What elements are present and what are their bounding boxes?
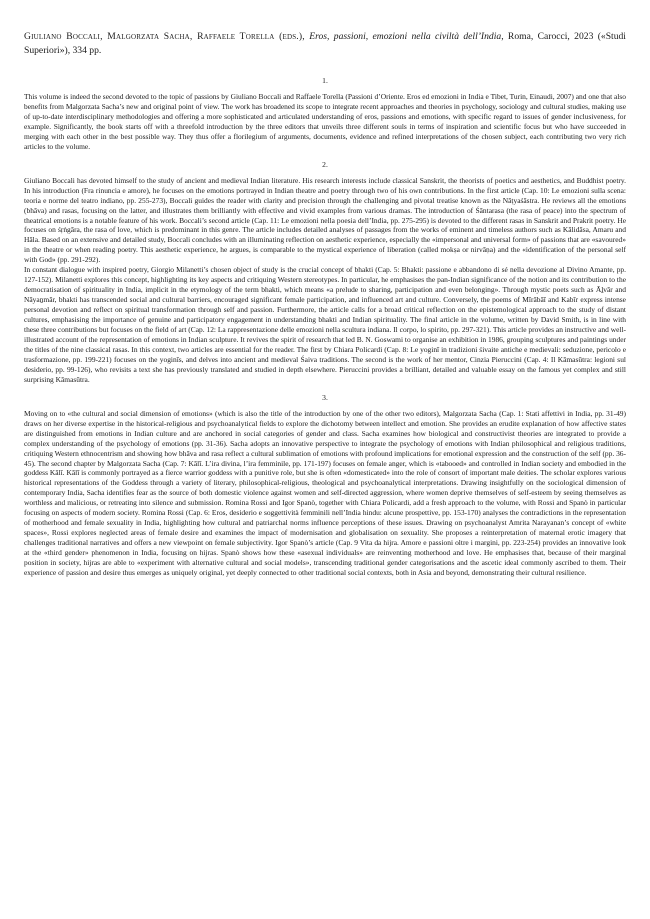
section-1 bbox=[24, 76, 626, 152]
section-2 bbox=[24, 160, 626, 385]
review-page bbox=[24, 30, 626, 586]
citation-publication: , Roma, Carocci, 2023 («Studi Superiori»), 334 pp. bbox=[24, 31, 626, 56]
citation-title: Eros, passioni, emozioni nella civiltà dell’India bbox=[309, 31, 502, 42]
paragraph: In constant dialogue with inspired poetry, Giorgio Milanetti’s chosen object of study is the crucial concept of bhakti (Cap. 5: Bhakti: passione e abbandono di sé nella devozione al Divino Amante, pp. 127-152). Milanetti explores this concept, highlighting its key aspects and critiquing Western stereotypes. In particular, he emphasises the pan-Indian significance of the notion and its contribution to the democratisation of spirituality in India, implicit in the etymology of the term bhakti, which means «a prelude to sharing, participation and even belonging». Through mystic poets such as Āḻvār and Nāyaṉmār, bhakti has transcended social and cultural barriers, encouraged significant female participation, and influenced art and culture. Conversely, the poems of Mīrābāī and Kabīr express intense personal devotion and reflect on spiritual transformation through self and passion. Furthermore, the article calls for a broad critical reflection on the epistemological approach to the study of distant cultures, emphasising the importance of genuine and participatory engagement in understanding bhakti and Indian spirituality. The final article in the volume, written by David Smith, is in line with these three contributions but focuses on the field of art (Cap. 12: La rappresentazione delle emozioni nella scultura indiana. Il corpo, lo spirito, pp. 297-321). This article provides an instructive and well-illustrated account of the representation of emotions in Indian sculpture. It revives the spirit of research that led B. N. Goswami to organise an exhibition in 1986, grouping sculptures and paintings under the titles of the nine classical rasas. In this context, two articles are essential for the reader. The first by Chiara Policardi (Cap. 8: Le yoginī in tradizioni śivaite antiche e medievali: seduzione, pericolo e trasformazione, pp. 199-221) focuses on the yoginīs, and delves into ancient and medieval Śaiva traditions. The second is the work of her mentor, Cinzia Pieruccini (Cap. 4: Il Kāmasūtra: legioni sul desiderio, pp. 99-126), who revisits a text she has previously translated and studied in depth elsewhere. Pieruccini provides a brilliant, detailed and valuable essay on the famous yet complex and still surprising Kāmasūtra. bbox=[24, 265, 626, 384]
citation-authors: Giuliano Boccali, Malgorzata Sacha, Raffaele Torella (eds.), bbox=[24, 31, 305, 42]
book-citation bbox=[24, 30, 626, 58]
section-3 bbox=[24, 393, 626, 578]
paragraph: Giuliano Boccali has devoted himself to the study of ancient and medieval Indian literature. His research interests include classical Sanskrit, the theorists of poetics and aesthetics, and Buddhist poetry. In his introduction (Fra rinuncia e amore), he focuses on the emotions portrayed in Indian theatre and poetry through two of his own contributions. In the first article (Cap. 10: Le emozioni sulla scena: teoria e norme del teatro indiano, pp. 255-273), Boccali guides the reader with clarity and precision through the challenging and pivotal treatise known as the Nāṭyaśāstra. He reviews all the emotions (bhāva) and rasas, focusing on the latter, and illustrates them brilliantly with effective and vivid examples from various dramas. The introduction of Śāntarasa (the rasa of peace) into the spectrum of theatrical emotions is a notable feature of his work. Boccali’s second article (Cap. 11: Le emozioni nella poesia dell’India, pp. 275-295) is devoted to the different rasas in Sanskrit and Prakrit poetry. He focuses on śṛṅgāra, the rasa of love, which is predominant in this genre. The article includes detailed analyses of passages from the works of eminent and timeless authors such as Kālidāsa, Amaru and Hāla. Based on an extensive and detailed study, Boccali concludes with an illuminating reflection on aesthetic experience, especially the «impersonal and universal form» of passions that are «savoured» in the theatre or when reading poetry. This aesthetic experience, he argues, is comparable to the mystical experience of liberation (called mokṣa or nirvāṇa) and the «identification of the personal self with God» (pp. 291-292). bbox=[24, 175, 626, 265]
paragraph: This volume is indeed the second devoted to the topic of passions by Giuliano Boccali and Raffaele Torella (Passioni d’Oriente. Eros ed emozioni in India e Tibet, Turin, Einaudi, 2007) and one that also benefits from Malgorzata Sacha’s new and original point of view. The work has broadened its scope to integrate recent approaches and theories in psychology, sociology and cultural studies, making use of up-to-date interdisciplinary methodologies and offering a more sophisticated and articulated understanding of eros, passions and emotions, with specific regard to issues of gender inclusiveness, for example. Significantly, the book starts off with a threefold introduction by the three editors that unveils three different souls in terms of inspiration and scientific focus but who have succeeded in merging with each other in the best possible way. They thus offer a florilegium of arguments, documents, evidence and refined interpretations of the chosen subject, each contributing two very rich articles to the volume. bbox=[24, 92, 626, 151]
paragraph: Moving on to «the cultural and social dimension of emotions» (which is also the title of the introduction by one of the other two editors), Malgorzata Sacha (Cap. 1: Stati affettivi in India, pp. 31-49) draws on her diverse expertise in the historical-religious and psychoanalytical fields to explore the dichotomy between intellect and emotion. She provides an erudite explanation of how affective states are distinguished from emotions in Indian culture and are anchored in social categories of gender and class. Sacha examines how biological and constructivist theories are integrated to provide a complex understanding of the psychology of emotions (pp. 31-36). Sacha adopts an innovative perspective to integrate the psychology of emotions with Indian philosophical and religious traditions, critiquing Western ethnocentrism and showing how bhāva and rasa reflect a cultural sublimation of emotions with profound implications for emotional expression and the construction of the self (pp. 36-45). The second chapter by Malgorzata Sacha (Cap. 7: Kālī. L’ira divina, l’ira femminile, pp. 171-197) focuses on female anger, which is «tabooed» and controlled in Indian society and embodied in the goddess Kālī. Kālī is commonly portrayed as a fierce warrior goddess with a punitive role, but she is often «domesticated» into the role of consort of important male deities. The scholar explores various historical representations of the Goddess through a variety of literary, philosophical-religious, theological and psychoanalytical interpretations. Drawing insightfully on the sociological dimension of contemporary India, Sacha identifies fear as the source of both domestic violence against women and self-directed aggression, where women deprive themselves of self-esteem by seeing themselves as worthless and malicious, or retreating into silence and submission. Romina Rossi and Igor Spanò, together with Chiara Policardi, add a fresh approach to the volume, with Rossi and Spanò in particular focusing on aspects of modern society. Romina Rossi (Cap. 6: Eros, desiderio e soggettività femminili nell’India hindu: alcune prospettive, pp. 153-170) analyses the contradictions in the representation of motherhood and female sexuality in India, highlighting how cultural and patriarchal norms influence perceptions of these issues. Drawing on psychoanalyst Amrita Narayanan’s concept of «white spaces», Rossi explores neglected areas of female desire and examines the impact of modernisation and globalisation on sexuality. She proposes a reinterpretation of maternal erotic imagery that challenges traditional narratives and offers a new viewpoint on female subjectivity. Igor Spanò’s article (Cap. 9 Vita da hijra. Amore e passioni oltre i margini, pp. 223-254) provides an innovative look at the «third gender» phenomenon in India, focusing on hijras. Spanò shows how these «asexual individuals» are reinventing motherhood and love. He emphasises that, because of their marginal position in society, hijras are able to «experiment with alternative cultural and social models», transcending traditional gender categorisations and the ascetic ideal commonly ascribed to them. Their experience of passion and desire thus emerges as uniquely original, yet deeply connected to other traditional social contexts, both in Asia and beyond, demonstrating their cultural resilience. bbox=[24, 408, 626, 577]
section-number: 1. bbox=[322, 76, 328, 85]
section-number: 3. bbox=[322, 392, 328, 402]
section-number: 2. bbox=[322, 159, 328, 169]
